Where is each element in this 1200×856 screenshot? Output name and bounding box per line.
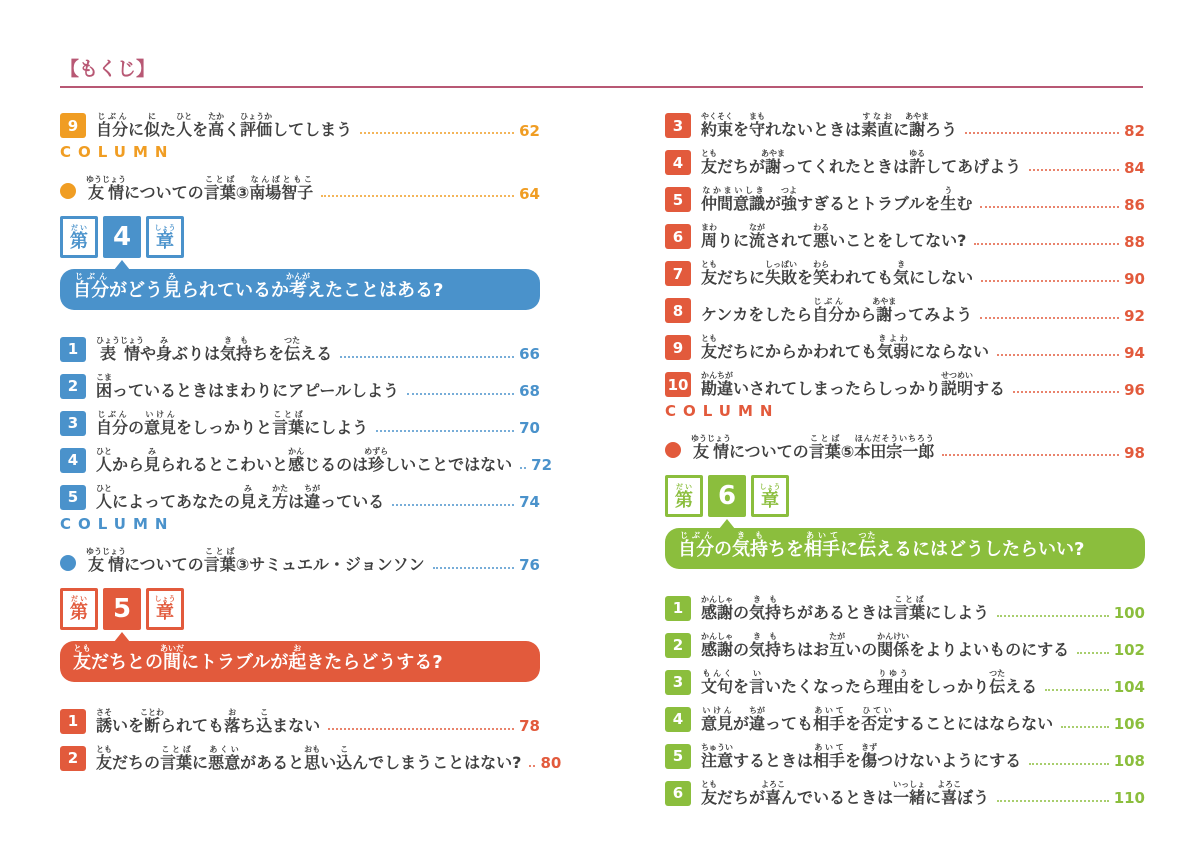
column-label-row (60, 139, 540, 165)
dotted-leader (433, 567, 514, 569)
chapter-prefix: 第だい (665, 475, 703, 517)
dotted-leader (407, 393, 514, 395)
page-number: 86 (1124, 195, 1145, 214)
column-entry-title: 友情ゆうじょうについての言葉ことば③サミュエル・ジョンソン (86, 547, 425, 575)
dotted-leader (997, 800, 1109, 802)
page-number: 72 (531, 456, 553, 475)
dotted-leader (376, 430, 514, 432)
item-number-badge: 3 (60, 411, 86, 436)
item-title: 感謝かんしゃの気持きもちはお互たがいの関係かんけいをよりよいものにする (701, 632, 1070, 660)
chapter-banner (665, 528, 1145, 569)
item-title: 友ともだちが謝あやまってくれたときは許ゆるしてあげよう (701, 149, 1022, 177)
page-number: 90 (1124, 269, 1145, 288)
item-title: 仲間意識なかまいしきが強つよすぎるとトラブルを生うむ (701, 186, 973, 214)
toc-item (60, 363, 540, 400)
dotted-leader (360, 132, 514, 134)
bullet-icon (60, 555, 76, 571)
item-number-badge: 4 (665, 150, 691, 175)
item-title: 周まわりに流ながされて悪わるいことをしてない? (701, 223, 967, 251)
item-number-badge: 3 (665, 670, 691, 695)
page-number: 102 (1113, 641, 1145, 660)
item-title: 友ともだちにからかわれても気弱きよわにならない (701, 334, 990, 362)
banner-tail-icon (114, 260, 130, 270)
item-title: 友ともだちの言葉ことばに悪意あくいがあると思おもい込こんでしまうことはない? (96, 744, 522, 772)
banner-title: 自分じぶんの気持きもちを相手あいてに伝つたえるにはどうしたらいい? (678, 531, 1085, 560)
dotted-leader (321, 195, 514, 197)
chapter-banner (60, 641, 540, 682)
dotted-leader (974, 243, 1119, 245)
item-title: 感謝かんしゃの気持きもちがあるときは言葉ことばにしよう (701, 595, 990, 623)
dotted-leader (1077, 652, 1109, 654)
column-entry-page: 64 (519, 184, 540, 203)
chapter-banner (60, 269, 540, 310)
chapter-block (60, 216, 540, 310)
chapter-prefix: 第だい (60, 216, 98, 258)
column-label-row (665, 398, 1145, 424)
page-number: 82 (1124, 121, 1145, 140)
toc-item (665, 324, 1145, 361)
toc-item (60, 474, 540, 511)
page-number: 106 (1113, 715, 1145, 734)
page-number: 104 (1113, 678, 1145, 697)
item-title: ケンカをしたら自分じぶんから謝あやまってみよう (701, 297, 973, 325)
toc-item (60, 735, 562, 773)
dotted-leader (340, 356, 514, 358)
toc-item (665, 287, 1145, 324)
item-number-badge: 5 (665, 744, 691, 769)
toc-item (60, 698, 540, 735)
item-number-badge: 1 (60, 337, 86, 362)
page-number: 78 (519, 717, 540, 736)
item-title: 文句もんくを言いいたくなったら理由りゆうをしっかり伝つたえる (701, 669, 1038, 697)
item-number-badge: 2 (665, 633, 691, 658)
toc-item (60, 326, 540, 363)
dotted-leader (1045, 689, 1109, 691)
chapter-block (60, 588, 540, 682)
item-number-badge: 1 (60, 709, 86, 734)
toc-item (665, 770, 1145, 807)
dotted-leader (997, 354, 1119, 356)
page-number: 110 (1113, 789, 1145, 808)
column-entry (60, 165, 540, 202)
item-title: 表情ひょうじょうや身みぶりは気持きもちを伝つたえる (96, 336, 333, 364)
toc-item (665, 250, 1145, 287)
chapter-badge (665, 475, 1145, 517)
toc-item (665, 733, 1145, 770)
toc-item (665, 585, 1145, 622)
column-entry-title: 友情ゆうじょうについての言葉ことば⑤本田宗一郎ほんだそういちろう (691, 434, 935, 462)
item-title: 友ともだちに失敗しっぱいを笑わらわれても気きにしない (701, 260, 974, 288)
toc-item (665, 102, 1145, 139)
chapter-badge (60, 588, 540, 630)
column-label-row (60, 511, 540, 537)
column-entry-page: 76 (519, 556, 540, 575)
item-number-badge: 4 (665, 707, 691, 732)
page-number: 70 (519, 419, 540, 438)
item-number-badge: 2 (60, 374, 86, 399)
item-number-badge: 6 (665, 224, 691, 249)
chapter-suffix: 章しょう (751, 475, 789, 517)
item-number-badge: 4 (60, 448, 86, 473)
toc-item (665, 176, 1145, 213)
toc-item (665, 696, 1145, 733)
item-number-badge: 9 (665, 335, 691, 360)
column-entry (60, 537, 540, 574)
item-title: 約束やくそくを守まもれないときは素直すなおに謝あやまろう (701, 112, 958, 140)
item-number-badge: 1 (665, 596, 691, 621)
column-entry-title: 友情ゆうじょうについての言葉ことば③南場智子なんばともこ (86, 175, 314, 203)
page-number: 100 (1113, 604, 1145, 623)
chapter-prefix: 第だい (60, 588, 98, 630)
toc-item (60, 437, 553, 475)
column-entry (665, 424, 1145, 461)
banner-tail-icon (114, 632, 130, 642)
dotted-leader (942, 454, 1119, 456)
item-title: 注意ちゅういするときは相手あいてを傷きずつけないようにする (701, 743, 1022, 771)
dotted-leader (392, 504, 514, 506)
item-title: 勘違かんちがいされてしまったらしっかり説明せつめいする (701, 371, 1006, 399)
page-number: 108 (1113, 752, 1145, 771)
column-label: COLUMN (60, 514, 175, 533)
item-title: 意見いけんが違ちがっても相手あいてを否定ひていすることにはならない (701, 706, 1054, 734)
toc-item (60, 400, 540, 437)
toc-item (665, 361, 1145, 398)
page-number: 68 (519, 382, 540, 401)
item-number-badge: 7 (665, 261, 691, 286)
page-number: 96 (1124, 380, 1145, 399)
banner-title: 友ともだちとの間あいだにトラブルが起おきたらどうする? (73, 643, 443, 673)
chapter-number: 5 (103, 588, 141, 630)
dotted-leader (529, 765, 535, 767)
toc-item (665, 622, 1145, 659)
item-title: 人ひとから見みられるとこわいと感かんじるのは珍めずらしいことではない (96, 447, 513, 475)
header-rule (60, 86, 1143, 88)
toc-column-right (665, 102, 1145, 807)
chapter-number: 4 (103, 216, 141, 258)
dotted-leader (1061, 726, 1109, 728)
column-entry-page: 98 (1124, 443, 1145, 462)
chapter-badge (60, 216, 540, 258)
page-title: 【もくじ】 (60, 58, 156, 80)
page-number: 80 (540, 754, 562, 773)
dotted-leader (328, 728, 514, 730)
item-title: 人ひとによってあなたの見みえ方かたは違ちがっている (96, 484, 385, 512)
toc-column-left (60, 102, 562, 773)
item-number-badge: 9 (60, 113, 86, 138)
page-number: 74 (519, 493, 540, 512)
toc-item (665, 659, 1145, 696)
dotted-leader (980, 317, 1119, 319)
item-number-badge: 5 (60, 485, 86, 510)
item-number-badge: 5 (665, 187, 691, 212)
toc-item (665, 139, 1145, 176)
chapter-number: 6 (708, 475, 746, 517)
item-title: 自分じぶんに似にた人ひとを高たかく評価ひょうかしてしまう (96, 112, 353, 140)
page-number: 84 (1124, 158, 1145, 177)
toc-item (665, 213, 1145, 250)
dotted-leader (981, 280, 1119, 282)
dotted-leader (1029, 169, 1119, 171)
banner-title: 自分じぶんがどう見みられているか考かんがえたことはある? (73, 272, 444, 301)
chapter-suffix: 章しょう (146, 216, 184, 258)
page-number: 92 (1124, 306, 1145, 325)
page-number: 62 (519, 121, 540, 140)
item-number-badge: 6 (665, 781, 691, 806)
chapter-suffix: 章しょう (146, 588, 184, 630)
column-label: COLUMN (60, 143, 175, 161)
bullet-icon (60, 183, 76, 199)
dotted-leader (965, 132, 1119, 134)
item-number-badge: 3 (665, 113, 691, 138)
toc-item (60, 102, 540, 139)
bullet-icon (665, 442, 681, 458)
item-title: 自分じぶんの意見いけんをしっかりと言葉ことばにしよう (96, 410, 369, 438)
dotted-leader (520, 467, 526, 469)
dotted-leader (1029, 763, 1109, 765)
page-number: 94 (1124, 343, 1145, 362)
page-number: 88 (1124, 232, 1145, 251)
page-number: 66 (519, 345, 540, 364)
item-number-badge: 10 (665, 372, 691, 397)
item-title: 誘さそいを断ことわられても落おち込こまない (96, 707, 321, 735)
item-title: 困こまっているときはまわりにアピールしよう (96, 373, 400, 401)
chapter-block (665, 475, 1145, 569)
item-number-badge: 8 (665, 298, 691, 323)
banner-tail-icon (719, 519, 735, 529)
dotted-leader (980, 206, 1119, 208)
column-label: COLUMN (665, 402, 780, 420)
dotted-leader (997, 615, 1109, 617)
dotted-leader (1013, 391, 1119, 393)
item-number-badge: 2 (60, 746, 86, 771)
item-title: 友ともだちが喜よろこんでいるときは一緒いっしょに喜よろこぼう (701, 780, 990, 808)
